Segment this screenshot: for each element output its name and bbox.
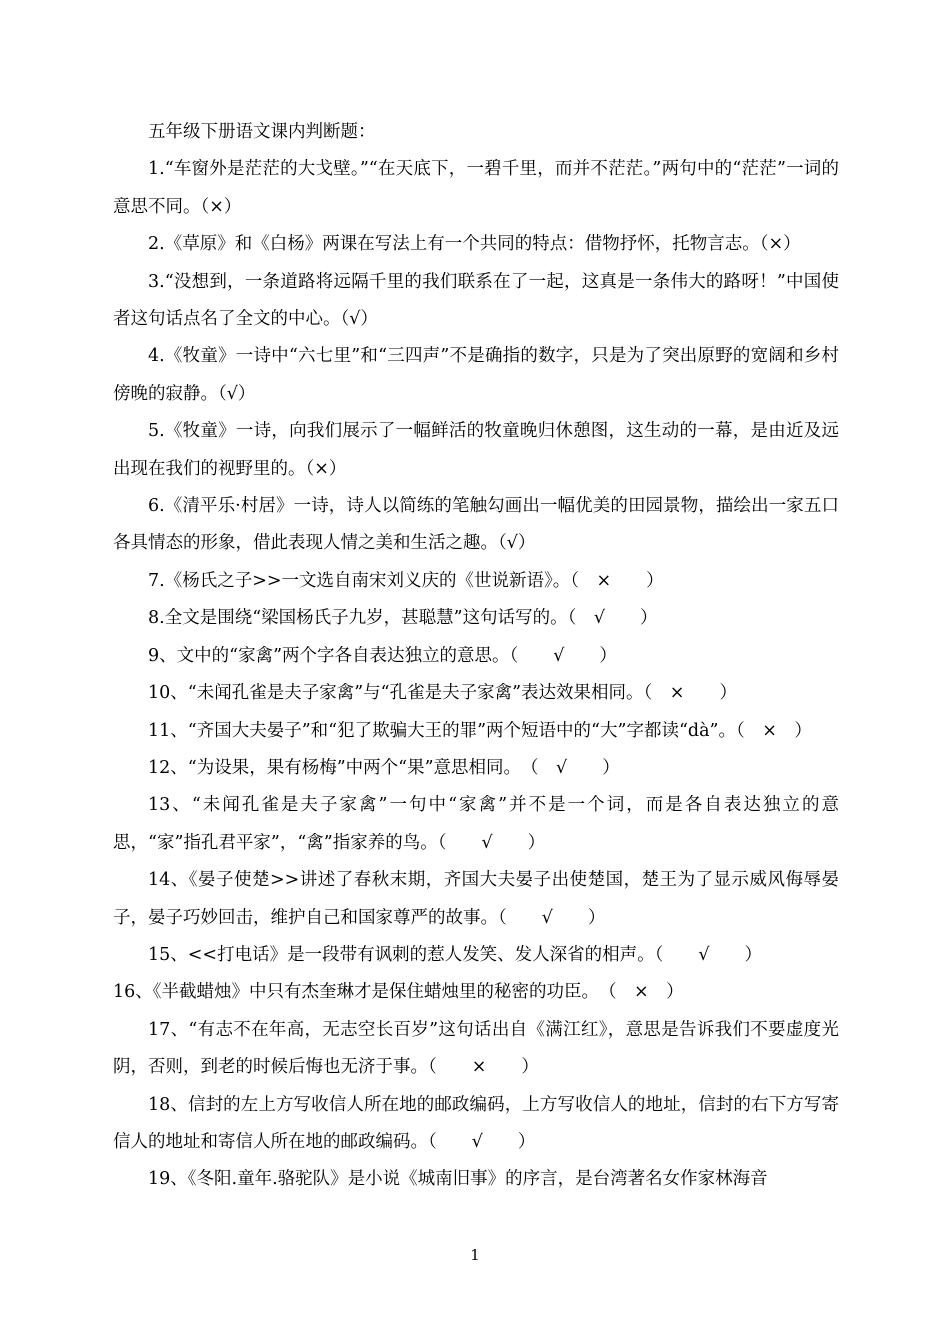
question-item-9: 9、文中的“家禽”两个字各自表达独立的意思。（ √ ） [148, 645, 617, 666]
document-heading: 五年级下册语文课内判断题： [148, 122, 376, 142]
question-item-7: 7.《杨氏之子>>一文选自南宋刘义庆的《世说新语》。（ × ） [148, 570, 664, 591]
question-item-12: 12、“为设果，果有杨梅”中两个“果”意思相同。 （ √ ） [148, 757, 620, 778]
question-item-8: 8.全文是围绕“梁国杨氏子九岁，甚聪慧”这句话写的。（ √ ） [148, 608, 658, 629]
question-item-16: 16、《半截蜡烛》中只有杰奎琳才是保住蜡烛里的秘密的功臣。 （ × ） [113, 982, 684, 1003]
question-item-5: 5.《牧童》一诗，向我们展示了一幅鲜活的牧童晚归休憩图，这生动的一幕，是由近及远出现在我们的视野里的。（×） [113, 421, 839, 479]
question-item-10: 10、“未闻孔雀是夫子家禽”与“孔雀是夫子家禽”表达效果相同。（ × ） [148, 683, 737, 704]
question-item-11: 11、“齐国大夫晏子”和“犯了欺骗大王的罪”两个短语中的“大”字都读“dà”。（ × ） [148, 720, 812, 741]
question-item-3: 3.“没想到，一条道路将远隔千里的我们联系在了一起，这真是一条伟大的路呀！”中国使者这句话点名了全文的中心。（√） [113, 271, 839, 330]
page-number: 1 [470, 1246, 480, 1264]
question-item-13: 13、“未闻孔雀是夫子家禽”一句中“家禽”并不是一个词，而是各自表达独立的意思，“家”指孔君平家”，“禽”指家养的鸟。（ √ ） [113, 795, 839, 853]
question-item-2: 2.《草原》和《白杨》两课在写法上有一个共同的特点：借物抒怀，托物言志。（×） [148, 234, 801, 255]
question-item-15: 15、<<打电话》是一段带有讽刺的惹人发笑、发人深省的相声。（ √ ） [148, 944, 762, 965]
question-item-14: 14、《晏子使楚>>讲述了春秋末期，齐国大夫晏子出使楚国，楚王为了显示威风侮辱晏子，晏子巧妙回击，维护自己和国家尊严的故事。（ √ ） [113, 870, 839, 928]
question-item-18: 18、信封的左上方写收信人所在地的邮政编码，上方写收信人的地址，信封的右下方写寄信人的地址和寄信人所在地的邮政编码。（ √ ） [113, 1094, 839, 1152]
question-item-6: 6.《清平乐·村居》一诗，诗人以简练的笔触勾画出一幅优美的田园景物，描绘出一家五口各具情态的形象，借此表现人情之美和生活之趣。（√） [113, 496, 839, 554]
question-item-17: 17、“有志不在年高，无志空长百岁”这句话出自《满江红》，意思是告诉我们不要虚度光阴，否则，到老的时候后悔也无济于事。（ × ） [113, 1019, 839, 1078]
question-item-4: 4.《牧童》一诗中“六七里”和“三四声”不是确指的数字，只是为了突出原野的宽阔和乡村傍晚的寂静。（√） [113, 346, 839, 404]
question-item-1: 1.“车窗外是茫茫的大戈壁。”“在天底下，一碧千里，而并不茫茫。”两句中的“茫茫”一词的意思不同。（×） [113, 159, 839, 217]
question-item-19: 19、《冬阳.童年.骆驼队》是小说《城南旧事》的序言，是台湾著名女作家林海音 [148, 1169, 768, 1190]
document-body [113, 114, 839, 1199]
